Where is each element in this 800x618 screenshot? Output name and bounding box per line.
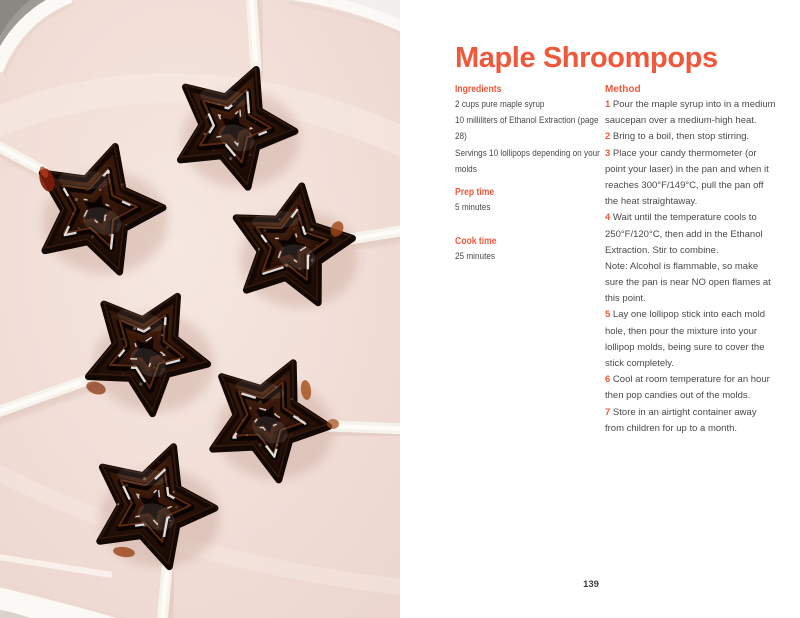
- candy-drip: [327, 419, 339, 429]
- method-line: Extraction. Stir to combine.: [605, 244, 719, 256]
- prep-time-value: 5 minutes: [455, 201, 491, 213]
- method-line: sure the pan is near NO open flames at: [605, 277, 771, 289]
- prep-time-heading: Prep time: [455, 186, 495, 198]
- method-line: 3 Place your candy thermometer (or: [605, 147, 757, 159]
- method-line: 5 Lay one lollipop stick into each mold: [605, 309, 766, 321]
- recipe-title: Maple Shroompops: [455, 42, 718, 74]
- method-line: 2 Bring to a boil, then stop stirring.: [605, 131, 750, 143]
- step-number: 2: [605, 131, 611, 143]
- ingredients-heading: Ingredients: [455, 84, 502, 95]
- method-line: this point.: [605, 293, 646, 305]
- cook-time-heading: Cook time: [455, 236, 497, 248]
- ingredients-column: [455, 84, 618, 265]
- step-number: 1: [605, 99, 611, 110]
- method-line: saucepan over a medium-high heat.: [605, 115, 757, 127]
- ingredient-line: molds: [455, 163, 477, 175]
- step-number: 5: [605, 309, 611, 321]
- method-line: 7 Store in an airtight container away: [605, 406, 757, 418]
- method-line: 250°F/120°C, then add in the Ethanol: [605, 228, 763, 240]
- ingredients-lines: [455, 97, 618, 178]
- method-line: the heat straightaway.: [605, 196, 698, 208]
- method-line: reaches 300°F/149°C, pull the pan off: [605, 179, 764, 191]
- step-number: 7: [605, 406, 611, 418]
- step-number: 4: [605, 212, 611, 224]
- step-number: 3: [605, 147, 611, 159]
- ingredient-line: Servings 10 lollipops depending on your: [455, 147, 600, 159]
- method-line: then pop candies out of the molds.: [605, 390, 751, 402]
- step-number: 6: [605, 374, 611, 386]
- spacer: [455, 216, 618, 236]
- method-line: stick completely.: [605, 358, 674, 369]
- method-lines: [605, 97, 800, 437]
- method-line: from children for up to a month.: [605, 422, 738, 434]
- method-line: 6 Cool at room temperature for an hour: [605, 374, 770, 386]
- method-heading: Method: [605, 84, 641, 95]
- method-line: 4 Wait until the temperature cools to: [605, 212, 757, 224]
- ingredient-line: 28): [455, 131, 467, 143]
- ingredient-line: 2 cups pure maple syrup: [455, 99, 545, 110]
- recipe-page: [400, 0, 800, 618]
- method-line: Note: Alcohol is flammable, so make: [605, 260, 759, 272]
- method-column: [605, 84, 800, 437]
- stick-highlight: [338, 426, 399, 428]
- cook-time-value: 25 minutes: [455, 251, 495, 263]
- ingredient-line: 10 milliliters of Ethanol Extraction (page: [455, 115, 599, 127]
- method-line: 1 Pour the maple syrup into in a medium: [605, 99, 776, 110]
- spacer: [455, 178, 618, 187]
- method-line: lollipop molds, being sure to cover the: [605, 341, 765, 353]
- method-line: point your laser) in the pan and when it: [605, 163, 769, 175]
- page-number: 139: [583, 579, 599, 590]
- method-line: hole, then pour the mixture into your: [605, 325, 758, 337]
